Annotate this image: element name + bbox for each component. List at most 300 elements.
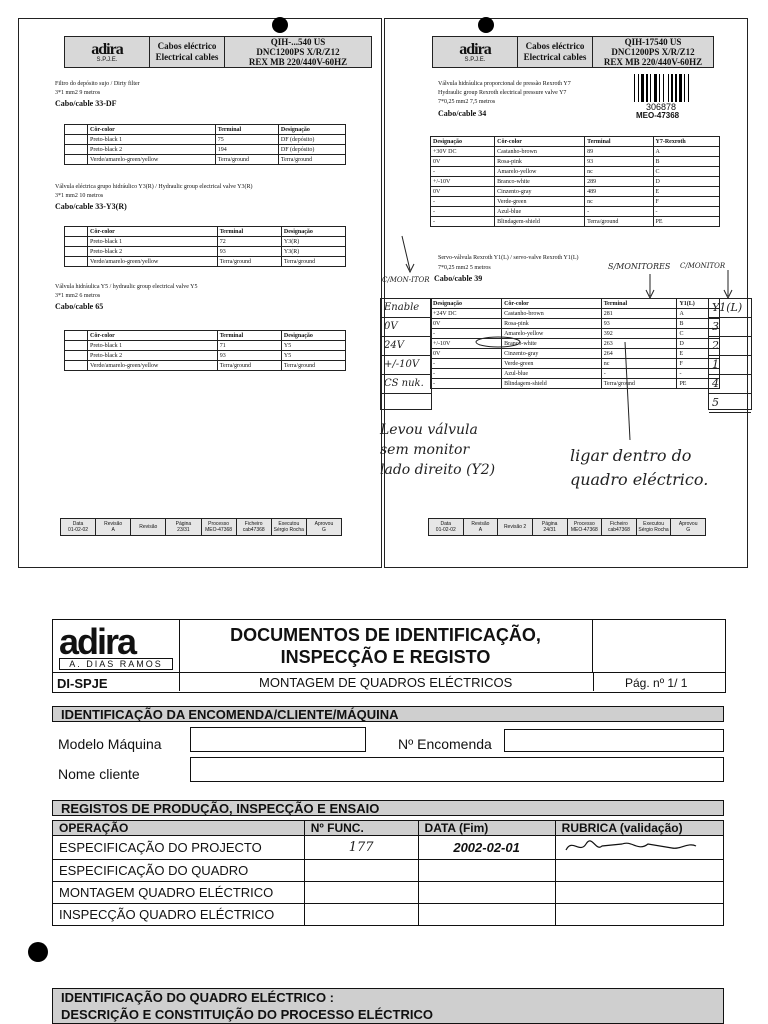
column-header: Terminal [217, 227, 281, 237]
handwritten-c-monitor-left: C/MON-ITOR [382, 276, 430, 284]
note-right-line2: quadro eléctrico. [570, 470, 709, 489]
client-name-field[interactable] [190, 757, 724, 782]
handwritten-entry: 0V [381, 318, 431, 337]
footer-cell [131, 519, 166, 535]
table-cell: 93 [601, 319, 677, 329]
y5-valve-table [64, 330, 346, 371]
form-title-line1: DOCUMENTOS DE IDENTIFICAÇÃO, [230, 625, 541, 645]
y5-valve-title: Válvula hidráulica Y5 / hydraulic group electrical valve Y5 [55, 284, 198, 290]
column-header: Terminal [585, 137, 653, 147]
form-title-line2: INSPECÇÃO E REGISTO [280, 647, 491, 667]
table-row [65, 361, 346, 371]
column-header: DATA (Fim) [418, 821, 555, 836]
footer-cell [237, 519, 272, 535]
adira-logo [433, 37, 518, 67]
column-header: Côr-color [88, 331, 218, 341]
table-cell: Preto-black 1 [88, 341, 218, 351]
section3-line2: DESCRIÇÃO E CONSTITUIÇÃO DO PROCESSO ELÉCTRICO [61, 1007, 433, 1022]
note-left-line1: Levou válvula [380, 422, 478, 438]
table-cell: 93 [217, 247, 281, 257]
note-right-line1: ligar dentro do [570, 446, 692, 465]
table-cell: 72 [217, 237, 281, 247]
table-cell: Branco-white [502, 339, 602, 349]
operations-table [52, 820, 724, 926]
table-row [431, 177, 720, 187]
y1-valve-title: Servo-válvula Rexroth Y1(L) / servo-valve Rexroth Y1(L) [438, 255, 579, 261]
barcode-bar [684, 74, 685, 102]
form-title [179, 620, 593, 672]
machine-model-label: Modelo Máquina [58, 736, 162, 752]
logo-subtext: S.P.J.E. [464, 56, 486, 63]
footer-label: Página [541, 521, 558, 527]
signature-field[interactable] [555, 836, 723, 860]
y3-valve-title: Válvula eléctrica grupo hidráulico Y3(R) / Hydraulic group electrical valve Y3(R) [55, 184, 253, 190]
table-cell: C [677, 329, 720, 339]
table-cell: Rosa-pink [502, 319, 602, 329]
handwritten-entry: Enable [381, 299, 431, 318]
column-header: Y7-Rexroth [653, 137, 720, 147]
footer-value: A [111, 527, 115, 533]
section-order-client-machine: IDENTIFICAÇÃO DA ENCOMENDA/CLIENTE/MÁQUINA [52, 706, 724, 722]
y1-valve-spec: 7*0,25 mm2 5 metros [438, 265, 491, 271]
column-header: RUBRICA (validação) [555, 821, 723, 836]
table-cell: Preto-black 1 [88, 135, 216, 145]
table-cell: Terra/ground [217, 361, 281, 371]
y3-valve-cable: Cabo/cable 33-Y3(R) [55, 202, 127, 211]
y5-valve-cable: Cabo/cable 65 [55, 302, 104, 311]
blank-cell [65, 247, 88, 257]
machine-ref [593, 37, 713, 67]
barcode-bar [654, 74, 657, 102]
order-number-field[interactable] [504, 729, 724, 752]
column-header: OPERAÇÃO [53, 821, 305, 836]
table-cell: - [431, 329, 502, 339]
table-cell: D [653, 177, 720, 187]
table-cell: Verde/amarelo-green/yellow [88, 361, 218, 371]
barcode-bar [634, 74, 635, 102]
footer-value: 01-02-02 [68, 527, 89, 533]
column-header: Terminal [601, 299, 677, 309]
blank-cell [65, 155, 88, 165]
footer-value: MEO-47368 [570, 527, 598, 533]
table-row [431, 147, 720, 157]
footer-label: Processo [573, 521, 595, 527]
table-cell: Blindagem-shield [502, 379, 602, 389]
table-cell: A [653, 147, 720, 157]
table-cell: +30V DC [431, 147, 495, 157]
table-cell: C [653, 167, 720, 177]
table-cell: Y5 [281, 341, 345, 351]
table-cell: 0V [431, 349, 502, 359]
footer-cell [96, 519, 131, 535]
table-cell: nc [601, 359, 677, 369]
table-row [431, 217, 720, 227]
blank-cell [65, 125, 88, 135]
cables-pt: Cabos eléctrico [157, 41, 217, 51]
table-cell: - [601, 369, 677, 379]
signature-field[interactable] [555, 882, 723, 904]
operations-header-row [53, 821, 724, 836]
column-header: Designação [431, 137, 495, 147]
cables-en: Electrical cables [155, 52, 219, 62]
table-cell: 75 [215, 135, 278, 145]
column-header: Designação [281, 227, 345, 237]
table-cell: 93 [585, 157, 653, 167]
table-cell: 0V [431, 187, 495, 197]
blank-cell [65, 237, 88, 247]
employee-number-field[interactable] [304, 904, 418, 926]
section-panel-identification [52, 988, 724, 1024]
footer-label: Revisão [471, 521, 490, 527]
date-field[interactable] [418, 904, 555, 926]
table-row [431, 167, 720, 177]
footer-value: G [321, 527, 326, 533]
table-cell: nc [585, 197, 653, 207]
right-sheet-header [432, 36, 714, 68]
table-cell: Y5 [281, 351, 345, 361]
footer-cell [429, 519, 464, 535]
table-cell: PE [653, 217, 720, 227]
table-row [431, 187, 720, 197]
punch-hole-left [272, 17, 288, 33]
section-production-records: REGISTOS DE PRODUÇÃO, INSPECÇÃO E ENSAIO [52, 800, 724, 816]
table-row [65, 155, 346, 165]
employee-number-field[interactable]: 177 [304, 836, 418, 860]
footer-label: Revisão 2 [503, 524, 527, 530]
table-cell: nc [585, 167, 653, 177]
table-cell: B [677, 319, 720, 329]
table-cell: +/-10V [431, 177, 495, 187]
table-cell: - [431, 369, 502, 379]
logo-subtext: S.P.J.E. [96, 56, 118, 63]
barcode-bar [659, 74, 660, 102]
handwritten-s-monitores: S/MONITORES [608, 262, 671, 271]
column-header: Designação [431, 299, 502, 309]
table-cell: 89 [585, 147, 653, 157]
barcode-bar [663, 74, 664, 102]
dirty-filter-title: Filtro do depósito sujo / Dirty filter [55, 81, 140, 87]
table-cell: - [677, 369, 720, 379]
footer-label: Aprovou [678, 521, 698, 527]
barcode-bar [688, 74, 689, 102]
footer-label: Revisão [104, 521, 123, 527]
handwritten-entry: +/-10V [381, 356, 431, 375]
barcode-bar [671, 74, 673, 102]
blank-cell [65, 227, 88, 237]
y1-valve-cable: Cabo/cable 39 [434, 274, 483, 283]
column-header: Designação [281, 331, 345, 341]
table-row [65, 341, 346, 351]
table-cell: B [653, 157, 720, 167]
machine-ref-line2: DNC1200PS X/R/Z12 [611, 47, 695, 57]
signature-field[interactable] [555, 860, 723, 882]
barcode [634, 74, 698, 104]
table-cell: Terra/ground [601, 379, 677, 389]
date-field[interactable] [418, 882, 555, 904]
table-cell: 289 [585, 177, 653, 187]
footer-cell [307, 519, 341, 535]
footer-value: A [478, 527, 483, 533]
table-cell: +24V DC [431, 309, 502, 319]
table-cell: - [653, 207, 720, 217]
table-cell: Cinzento-gray [502, 349, 602, 359]
footer-cell [602, 519, 637, 535]
table-cell: - [431, 379, 502, 389]
blank-cell [65, 341, 88, 351]
table-cell: F [677, 359, 720, 369]
machine-ref-line1: QIH-...540 US [270, 37, 326, 47]
footer-value: 01-02-02 [435, 527, 456, 533]
left-sheet-footer [60, 518, 342, 536]
machine-ref [225, 37, 371, 67]
table-header-row [65, 125, 346, 135]
footer-cell [533, 519, 568, 535]
table-row [53, 860, 724, 882]
handwritten-entry: 5 [709, 394, 751, 413]
form-logo-sub: A. DIAS RAMOS [59, 658, 173, 670]
table-cell: Cinzento-gray [495, 187, 585, 197]
form-logo-cell [53, 620, 180, 672]
date-field[interactable] [418, 860, 555, 882]
table-cell: DF (depósito) [278, 145, 345, 155]
table-cell: Terra/ground [217, 257, 281, 267]
barcode-number: 306878 [646, 102, 677, 112]
blank-cell [65, 145, 88, 155]
table-header-row [65, 227, 346, 237]
table-cell: D [677, 339, 720, 349]
barcode-bar [641, 74, 644, 102]
footer-cell [464, 519, 499, 535]
barcode-ref: MEO-47368 [636, 111, 680, 120]
footer-value: G [686, 527, 691, 533]
handwritten-entry: 2 [709, 337, 751, 356]
table-row [431, 197, 720, 207]
table-cell: Azul-blue [502, 369, 602, 379]
table-cell: Verde-green [495, 197, 585, 207]
form-logo: adira [59, 621, 136, 662]
table-cell: 0V [431, 319, 502, 329]
blank-cell [65, 331, 88, 341]
footer-value: Sérgio Rocha [638, 527, 669, 533]
footer-cell [671, 519, 705, 535]
y3-valve-spec: 3*1 mm2 10 metros [55, 193, 104, 199]
table-cell: 93 [217, 351, 281, 361]
operation-name: INSPECÇÃO QUADRO ELÉCTRICO [53, 904, 305, 926]
handwritten-entry: CS nuk. [381, 375, 431, 394]
table-cell: Rosa-pink [495, 157, 585, 167]
footer-cell [61, 519, 96, 535]
cables-en: Electrical cables [523, 52, 587, 62]
dirty-filter-spec: 3*1 mm2 9 metros [55, 90, 101, 96]
table-header-row [431, 137, 720, 147]
table-cell: F [653, 197, 720, 207]
punch-hole-right [478, 17, 494, 33]
table-cell: A [677, 309, 720, 319]
table-cell: 194 [215, 145, 278, 155]
table-cell: Verde/amarelo-green/yellow [88, 257, 218, 267]
footer-cell [568, 519, 603, 535]
barcode-bar [675, 74, 677, 102]
table-row [65, 351, 346, 361]
table-cell: Preto-black 2 [88, 247, 218, 257]
employee-number-field[interactable] [304, 860, 418, 882]
table-cell: Y3(R) [281, 237, 345, 247]
table-row [65, 257, 346, 267]
handwritten-entry: 3 [709, 318, 751, 337]
punch-hole-form [28, 942, 48, 962]
handwritten-note-right [570, 444, 708, 492]
handwritten-entry: 1 [709, 356, 751, 375]
divider [179, 672, 180, 691]
right-sheet-footer [428, 518, 706, 536]
handwritten-entry: 24V [381, 337, 431, 356]
table-cell: Terra/ground [281, 361, 345, 371]
handwritten-c-monitor-right: C/MONITOR [680, 262, 726, 270]
y7-valve-title-en: Hydraulic group Rexroth electrical pressure valve Y7 [438, 90, 567, 96]
footer-cell [202, 519, 237, 535]
table-cell: 489 [585, 187, 653, 197]
table-row [431, 207, 720, 217]
table-cell: Castanho-brown [495, 147, 585, 157]
handwritten-entry: 4 [709, 375, 751, 394]
table-row [53, 836, 724, 860]
table-cell: - [431, 197, 495, 207]
section3-line1: IDENTIFICAÇÃO DO QUADRO ELÉCTRICO : [61, 990, 334, 1005]
operation-name: ESPECIFICAÇÃO DO QUADRO [53, 860, 305, 882]
note-left-line3: lado direito (Y2) [380, 462, 496, 478]
y7-valve-title-pt: Válvula hidráulica proporcional de pressão Rexroth Y7 [438, 81, 571, 87]
footer-label: Aprovou [314, 521, 334, 527]
table-cell: Verde-green [502, 359, 602, 369]
form-header [52, 619, 726, 693]
table-cell: - [431, 167, 495, 177]
cables-pt: Cabos eléctrico [525, 41, 585, 51]
table-cell: Castanho-brown [502, 309, 602, 319]
footer-label: Executou [278, 521, 300, 527]
operation-name: MONTAGEM QUADRO ELÉCTRICO [53, 882, 305, 904]
column-header: Côr-color [495, 137, 585, 147]
blank-cell [65, 257, 88, 267]
footer-label: Ficheiro [610, 521, 628, 527]
table-cell: - [585, 207, 653, 217]
footer-cell [272, 519, 307, 535]
table-cell: DF (depósito) [278, 135, 345, 145]
table-cell: E [677, 349, 720, 359]
footer-value: 23/31 [177, 527, 190, 533]
column-header: Terminal [217, 331, 281, 341]
employee-number-field[interactable] [304, 882, 418, 904]
form-code: DI-SPJE [57, 676, 108, 691]
blank-cell [65, 361, 88, 371]
table-cell: Preto-black 1 [88, 237, 218, 247]
column-header: Y1(L) [677, 299, 720, 309]
table-cell: PE [677, 379, 720, 389]
handwritten-arrows [380, 230, 760, 450]
footer-value: Sérgio Rocha [273, 527, 304, 533]
divider [593, 672, 594, 691]
table-cell: Blindagem-shield [495, 217, 585, 227]
adira-logo [65, 37, 150, 67]
barcode-bar [638, 74, 639, 102]
table-cell: - [431, 207, 495, 217]
table-cell: Verde/amarelo-green/yellow [88, 155, 216, 165]
barcode-bar [646, 74, 648, 102]
column-header: Côr-color [88, 227, 218, 237]
barcode-icon [634, 74, 698, 102]
footer-label: Executou [643, 521, 664, 527]
footer-value: cab47368 [242, 527, 265, 533]
table-cell: Terra/ground [278, 155, 345, 165]
column-header: Designação [278, 125, 345, 135]
footer-label: Processo [208, 521, 229, 527]
divider [53, 672, 725, 673]
table-row [53, 904, 724, 926]
cables-label [150, 37, 225, 67]
column-header: Terminal [215, 125, 278, 135]
table-row [65, 135, 346, 145]
table-row [65, 237, 346, 247]
table-cell: Preto-black 2 [88, 351, 218, 361]
date-field[interactable]: 2002-02-01 [418, 836, 555, 860]
table-cell: - [431, 217, 495, 227]
table-row [65, 145, 346, 155]
machine-model-field[interactable] [190, 727, 366, 752]
table-cell: - [431, 359, 502, 369]
table-cell: Branco-white [495, 177, 585, 187]
footer-label: Página [175, 521, 192, 527]
signature-field[interactable] [555, 904, 723, 926]
table-cell: Terra/ground [281, 257, 345, 267]
footer-value: 24/31 [543, 527, 556, 533]
table-cell: 263 [601, 339, 677, 349]
y7-valve-table [430, 136, 720, 227]
footer-label: Data [440, 521, 452, 527]
dirty-filter-table [64, 124, 346, 165]
note-left-line2: sem monitor [380, 442, 470, 458]
table-row [53, 882, 724, 904]
table-cell: Terra/ground [585, 217, 653, 227]
table-cell: Amarelo-yellow [495, 167, 585, 177]
table-header-row [65, 331, 346, 341]
table-cell: Azul-blue [495, 207, 585, 217]
footer-cell [637, 519, 672, 535]
footer-label: Ficheiro [244, 521, 263, 527]
table-row [431, 157, 720, 167]
machine-ref-line3: REX MB 220/440V-60HZ [603, 57, 703, 67]
column-header: Côr-color [88, 125, 216, 135]
table-cell: Y3(R) [281, 247, 345, 257]
footer-value: cab47368 [607, 527, 630, 533]
table-cell: 281 [601, 309, 677, 319]
table-cell: E [653, 187, 720, 197]
table-cell: 0V [431, 157, 495, 167]
blank-cell [65, 351, 88, 361]
operation-name: ESPECIFICAÇÃO DO PROJECTO [53, 836, 305, 860]
form-subtitle: MONTAGEM DE QUADROS ELÉCTRICOS [259, 675, 513, 690]
footer-label: Data [72, 521, 84, 527]
machine-ref-line1: QIH-17540 US [624, 37, 682, 47]
left-sheet-header [64, 36, 372, 68]
footer-value: MEO-47368 [205, 527, 233, 533]
cables-label [518, 37, 593, 67]
handwritten-entry: Y1(L) [709, 299, 751, 318]
form-page-number: Pág. nº 1/ 1 [625, 676, 688, 690]
logo-text: adira [91, 40, 123, 58]
machine-ref-line3: REX MB 220/440V-60HZ [248, 57, 348, 67]
table-cell: 392 [601, 329, 677, 339]
y5-valve-spec: 3*1 mm2 6 metros [55, 293, 101, 299]
table-cell: Terra/ground [215, 155, 278, 165]
